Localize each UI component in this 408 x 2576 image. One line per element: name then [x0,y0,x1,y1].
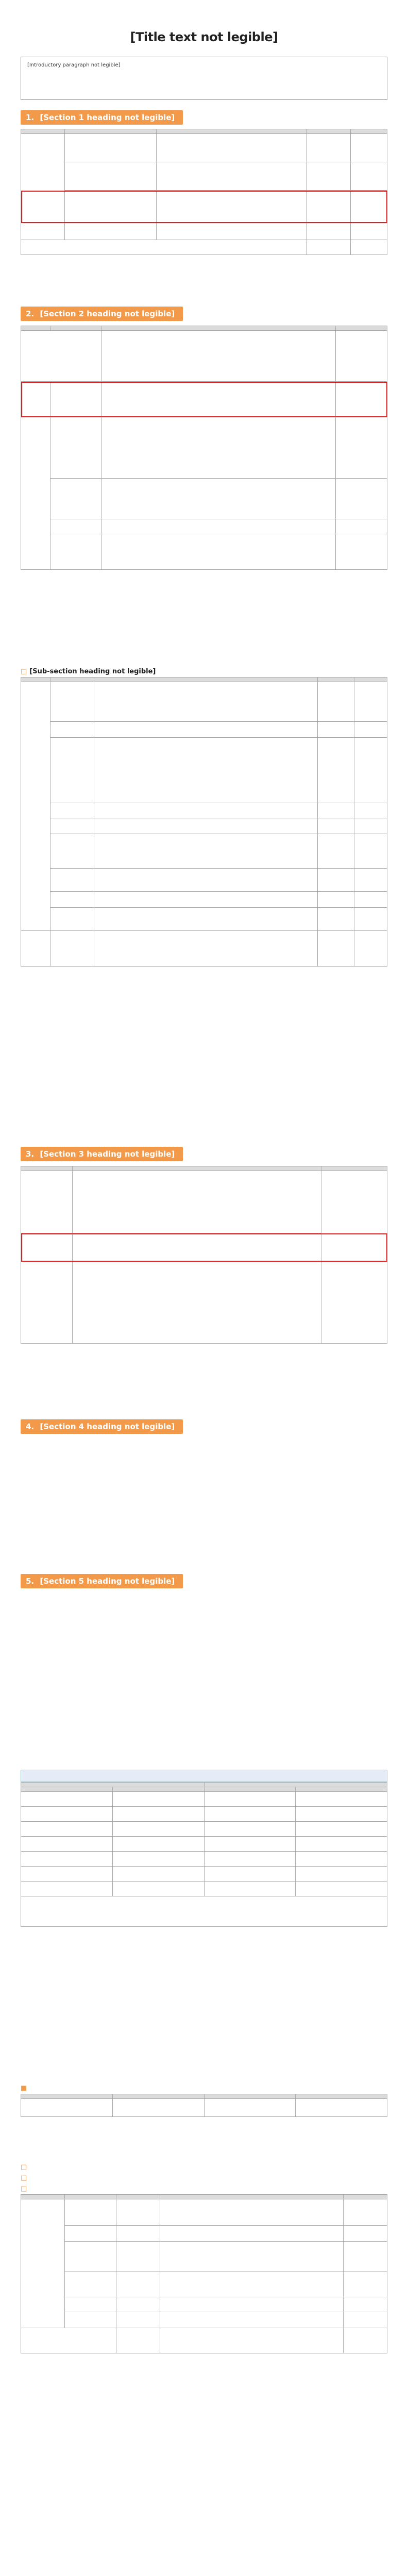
section-2-notes [21,572,387,629]
schedule-table [21,2194,387,2353]
section-label: [Section 1 heading not legible] [40,113,175,122]
subsection-title: [Sub-section heading not legible] [29,668,156,675]
recruitment-summary-table [21,2094,387,2117]
language-score-caption [21,1770,387,1782]
section-number: 2. [26,309,35,318]
section-number: 5. [26,1577,35,1586]
section-label: [Section 3 heading not legible] [40,1149,175,1159]
schedule-notes [21,2355,387,2376]
summary-notes [21,2119,387,2160]
bullet-icon: ■ [21,2084,27,2092]
section-label: [Section 2 heading not legible] [40,309,175,318]
section-number: 1. [26,113,35,122]
section-2-heading [21,307,183,321]
section-1-table [21,129,387,255]
section-4-heading [21,1419,183,1434]
section-5-body [21,1595,387,2376]
bonus-points-section [21,665,387,1020]
section-3-body [21,1166,387,1383]
section-number: 3. [26,1149,35,1159]
section-label: [Section 4 heading not legible] [40,1422,175,1431]
bullet-icon: □ [21,2174,27,2182]
section-3-heading [21,1147,183,1161]
bullet-icon: □ [21,668,27,675]
page-title: [Title text not legible] [130,30,278,44]
bonus-points-table [21,677,387,967]
section-3-notes [21,1346,387,1383]
eligibility-table [21,326,387,570]
process-steps [21,1595,387,1770]
section-1-heading [21,110,183,125]
section-1-notes [21,257,387,288]
section-5-heading [21,1574,183,1588]
bullet-icon: □ [21,2163,27,2171]
section-2-body [21,326,387,629]
bullet-icon: □ [21,2185,27,2193]
documents-table [21,1166,387,1344]
intro-box: [Introductory paragraph not legible] [21,57,387,100]
section-1-body [21,129,387,288]
interview-steps [21,1927,387,2081]
language-score-table [21,1782,387,1927]
section-label: [Section 5 heading not legible] [40,1577,175,1586]
section-4-body [21,1440,387,1564]
bonus-points-notes [21,969,387,1020]
section-number: 4. [26,1422,35,1431]
